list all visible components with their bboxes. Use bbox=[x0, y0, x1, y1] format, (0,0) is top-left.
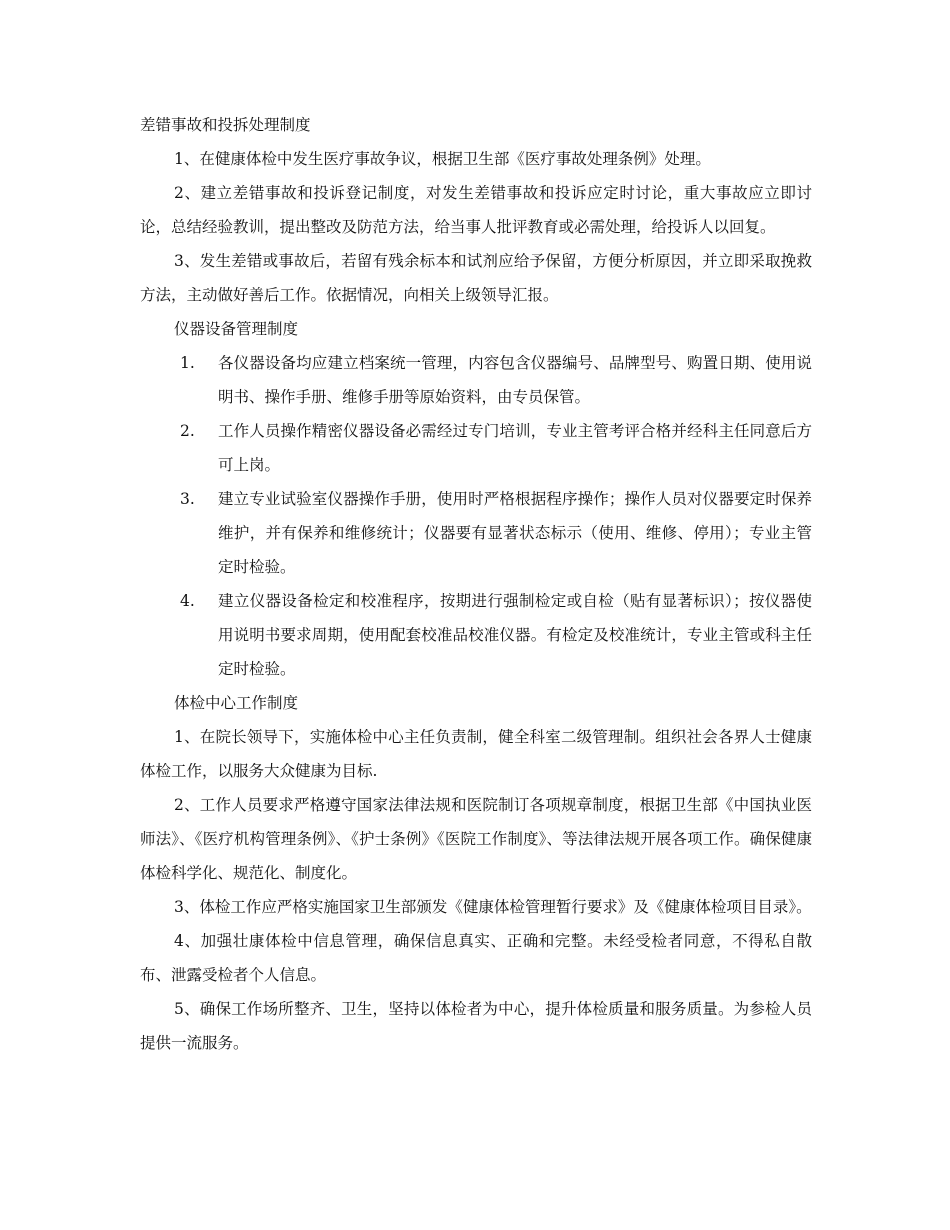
paragraph: 2、建立差错事故和投诉登记制度，对发生差错事故和投诉应定时讨论，重大事故应立即讨论，总结经验教训，提出整改及防范方法，给当事人批评教育或必需处理，给投诉人以回复。 bbox=[140, 184, 812, 236]
equipment-rules-list bbox=[140, 346, 812, 686]
list-item bbox=[140, 414, 812, 482]
list-item-number: 4. bbox=[180, 592, 195, 610]
list-item-number: 1. bbox=[180, 354, 195, 372]
list-item bbox=[140, 584, 812, 686]
paragraph: 1、在院长领导下，实施体检中心主任负责制，健全科室二级管理制。组织社会各界人士健康体检工作，以服务大众健康为目标. bbox=[140, 728, 812, 780]
section-heading-equipment: 仪器设备管理制度 bbox=[174, 320, 299, 338]
list-item bbox=[140, 482, 812, 584]
paragraph: 4、加强壮康体检中信息管理，确保信息真实、正确和完整。未经受检者同意，不得私自散布、泄露受检者个人信息。 bbox=[140, 932, 812, 984]
list-item-number: 2. bbox=[180, 422, 195, 440]
paragraph: 3、发生差错或事故后，若留有残余标本和试剂应给予保留，方便分析原因，并立即采取挽救方法，主动做好善后工作。依据情况，向相关上级领导汇报。 bbox=[140, 252, 812, 304]
paragraph: 1、在健康体检中发生医疗事故争议，根据卫生部《医疗事故处理条例》处理。 bbox=[174, 150, 711, 168]
paragraph: 2、工作人员要求严格遵守国家法律法规和医院制订各项规章制度，根据卫生部《中国执业医师法》、《医疗机构管理条例》、《护士条例》《医院工作制度》、等法律法规开展各项工作。确保健康体检科学化、规范化、制度化。 bbox=[140, 796, 812, 882]
list-item-text: 建立专业试验室仪器操作手册，使用时严格根据程序操作；操作人员对仪器要定时保养维护，并有保养和维修统计；仪器要有显著状态标示（使用、维修、停用）；专业主管定时检验。 bbox=[218, 490, 812, 576]
document-body bbox=[140, 108, 812, 1060]
paragraph: 3、体检工作应严格实施国家卫生部颁发《健康体检管理暂行要求》及《健康体检项目目录》。 bbox=[174, 898, 812, 916]
list-item bbox=[140, 346, 812, 414]
list-item-text: 各仪器设备均应建立档案统一管理，内容包含仪器编号、品牌型号、购置日期、使用说明书、操作手册、维修手册等原始资料，由专员保管。 bbox=[218, 354, 812, 406]
section-heading-checkup-center: 体检中心工作制度 bbox=[174, 694, 299, 712]
list-item-text: 建立仪器设备检定和校准程序，按期进行强制检定或自检（贴有显著标识）；按仪器使用说明书要求周期，使用配套校准品校准仪器。有检定及校准统计，专业主管或科主任定时检验。 bbox=[218, 592, 812, 678]
section-heading-incident-complaint: 差错事故和投拆处理制度 bbox=[140, 116, 311, 134]
paragraph: 5、确保工作场所整齐、卫生，坚持以体检者为中心，提升体检质量和服务质量。为参检人员提供一流服务。 bbox=[140, 1000, 812, 1052]
list-item-text: 工作人员操作精密仪器设备必需经过专门培训，专业主管考评合格并经科主任同意后方可上岗。 bbox=[218, 422, 812, 474]
list-item-number: 3. bbox=[180, 490, 195, 508]
